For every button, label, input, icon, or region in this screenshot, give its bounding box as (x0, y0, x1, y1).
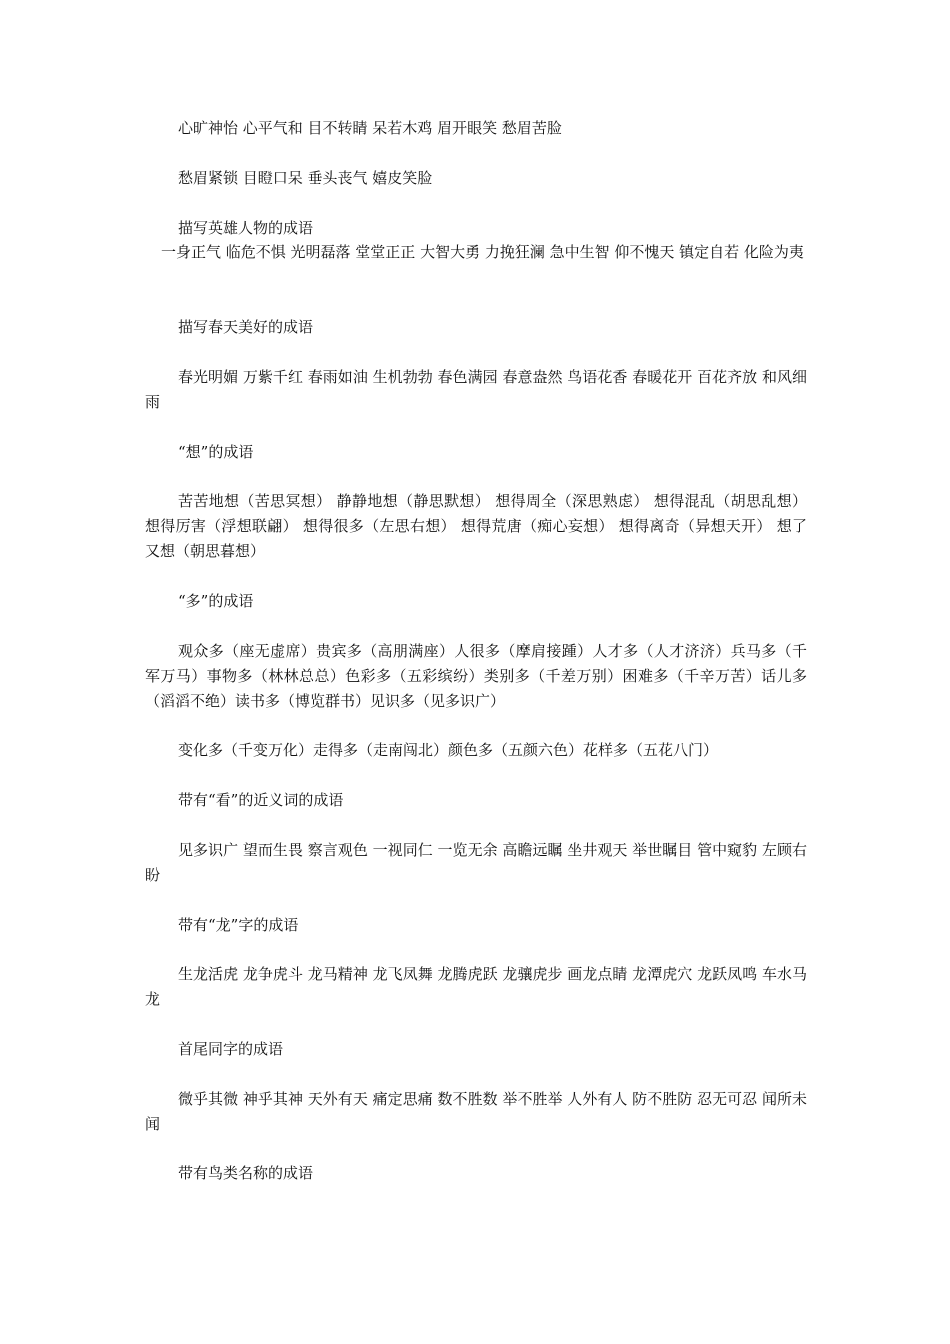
many-idioms-text-2: 变化多（千变万化）走得多（走南闯北）颜色多（五颜六色）花样多（五花八门） (178, 741, 719, 759)
heading-look-idioms: 带有“看”的近义词的成语 (178, 791, 344, 809)
think-idioms-text: 苦苦地想（苦思冥想） 静静地想（静思默想） 想得周全（深思熟虑） 想得混乱（胡思乱想） 想得厉害（浮想联翩） 想得很多（左思右想） 想得荒唐（痴心妄想） 想得离奇（异想天开） 想了又想（朝思暮想） (145, 492, 807, 560)
spring-idioms-text: 春光明媚 万紫千红 春雨如油 生机勃勃 春色满园 春意盎然 鸟语花香 春暖花开 百花齐放 和风细雨 (145, 368, 807, 411)
heading-think-idioms: “想”的成语 (178, 443, 254, 461)
dragon-idioms-text: 生龙活虎 龙争虎斗 龙马精神 龙飞凤舞 龙腾虎跃 龙骧虎步 画龙点睛 龙潭虎穴 龙跃凤鸣 车水马龙 (145, 965, 807, 1008)
heading-bird-idioms: 带有鸟类名称的成语 (178, 1164, 314, 1182)
many-idioms-text: 观众多（座无虚席）贵宾多（高朋满座）人很多（摩肩接踵）人才多（人才济济）兵马多（千军万马）事物多（林林总总）色彩多（五彩缤纷）类别多（千差万别）困难多（千辛万苦）话儿多（滔滔不绝）读书多（博览群书）见识多（见多识广） (145, 642, 807, 710)
idiom-line-expressions-2: 愁眉紧锁 目瞪口呆 垂头丧气 嬉皮笑脸 (178, 169, 433, 187)
heading-heroic-idioms: 描写英雄人物的成语 (178, 219, 314, 237)
heading-dragon-idioms: 带有“龙”字的成语 (178, 916, 299, 934)
same-head-tail-idioms-text: 微乎其微 神乎其神 天外有天 痛定思痛 数不胜数 举不胜举 人外有人 防不胜防 忍无可忍 闻所未闻 (145, 1090, 807, 1133)
heading-many-idioms: “多”的成语 (178, 592, 254, 610)
heroic-idioms-text: 一身正气 临危不惧 光明磊落 堂堂正正 大智大勇 力挽狂澜 急中生智 仰不愧天 镇定自若 化险为夷 (161, 243, 804, 261)
idiom-line-expressions-1: 心旷神怡 心平气和 目不转睛 呆若木鸡 眉开眼笑 愁眉苦脸 (178, 119, 562, 137)
heading-same-head-tail-idioms: 首尾同字的成语 (178, 1040, 284, 1058)
look-idioms-text: 见多识广 望而生畏 察言观色 一视同仁 一览无余 高瞻远瞩 坐井观天 举世瞩目 管中窥豹 左顾右盼 (145, 841, 807, 884)
heading-spring-idioms: 描写春天美好的成语 (178, 318, 314, 336)
